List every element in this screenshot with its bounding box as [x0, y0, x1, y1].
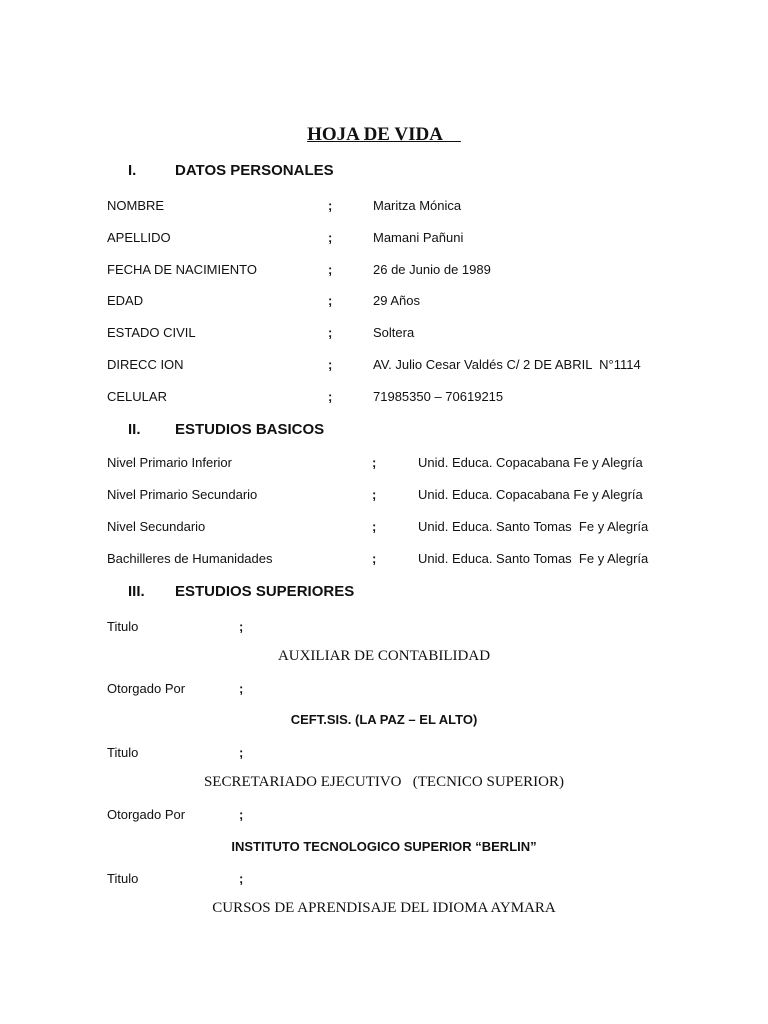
field-value-fecha-nacimiento: 26 de Junio de 1989: [373, 262, 491, 277]
field-separator: ;: [328, 357, 333, 372]
field-separator: ;: [328, 293, 333, 308]
field-separator: ;: [239, 619, 244, 634]
otorgado-value-2: INSTITUTO TECNOLOGICO SUPERIOR “BERLIN”: [231, 839, 537, 854]
field-value-nombre: Maritza Mónica: [373, 198, 462, 213]
field-separator: ;: [328, 389, 333, 404]
basic-value-bachilleres: Unid. Educa. Santo Tomas Fe y Alegría: [418, 551, 649, 566]
field-label-apellido: APELLIDO: [107, 230, 171, 245]
field-separator: ;: [328, 262, 333, 277]
section-title-estudios-basicos: ESTUDIOS BASICOS: [175, 421, 325, 438]
section-number: I.: [128, 162, 137, 179]
field-separator: ;: [372, 519, 377, 534]
basic-value-primario-inferior: Unid. Educa. Copacabana Fe y Alegría: [418, 455, 643, 470]
section-title-datos-personales: DATOS PERSONALES: [175, 162, 334, 179]
field-separator: ;: [239, 745, 244, 760]
field-label-edad: EDAD: [107, 293, 144, 308]
section-number: II.: [128, 421, 141, 438]
field-separator: ;: [239, 871, 244, 886]
field-label-fecha-nacimiento: FECHA DE NACIMIENTO: [107, 262, 258, 277]
basic-label-secundario: Nivel Secundario: [107, 519, 206, 534]
otorgado-label: Otorgado Por: [107, 807, 186, 822]
titulo-value-2: SECRETARIADO EJECUTIVO (TECNICO SUPERIOR): [203, 774, 565, 790]
basic-value-secundario: Unid. Educa. Santo Tomas Fe y Alegría: [418, 519, 649, 534]
titulo-label: Titulo: [107, 871, 139, 886]
field-separator: ;: [239, 807, 244, 822]
field-value-apellido: Mamani Pañuni: [373, 230, 464, 245]
titulo-value-1: AUXILIAR DE CONTABILIDAD: [277, 648, 491, 664]
field-value-celular: 71985350 – 70619215: [373, 389, 504, 404]
field-separator: ;: [328, 325, 333, 340]
document-title: HOJA DE VIDA: [307, 124, 461, 145]
section-number: III.: [128, 583, 145, 600]
titulo-label: Titulo: [107, 745, 139, 760]
field-separator: ;: [239, 681, 244, 696]
basic-label-bachilleres: Bachilleres de Humanidades: [107, 551, 273, 566]
basic-value-primario-secundario: Unid. Educa. Copacabana Fe y Alegría: [418, 487, 643, 502]
field-separator: ;: [328, 198, 333, 213]
titulo-label: Titulo: [107, 619, 139, 634]
basic-label-primario-secundario: Nivel Primario Secundario: [107, 487, 258, 502]
otorgado-label: Otorgado Por: [107, 681, 186, 696]
field-separator: ;: [372, 551, 377, 566]
titulo-value-3: CURSOS DE APRENDISAJE DEL IDIOMA AYMARA: [212, 900, 556, 916]
field-separator: ;: [372, 487, 377, 502]
field-separator: ;: [372, 455, 377, 470]
field-label-estado-civil: ESTADO CIVIL: [107, 325, 196, 340]
field-value-direccion: AV. Julio Cesar Valdés C/ 2 DE ABRIL N°1114: [373, 357, 641, 372]
field-value-edad: 29 Años: [373, 293, 420, 308]
field-separator: ;: [328, 230, 333, 245]
section-title-estudios-superiores: ESTUDIOS SUPERIORES: [175, 583, 355, 600]
field-value-estado-civil: Soltera: [373, 325, 415, 340]
field-label-celular: CELULAR: [107, 389, 167, 404]
field-label-direccion: DIRECC ION: [107, 357, 184, 372]
basic-label-primario-inferior: Nivel Primario Inferior: [107, 455, 232, 470]
otorgado-value-1: CEFT.SIS. (LA PAZ – EL ALTO): [290, 712, 478, 727]
field-label-nombre: NOMBRE: [107, 198, 165, 213]
